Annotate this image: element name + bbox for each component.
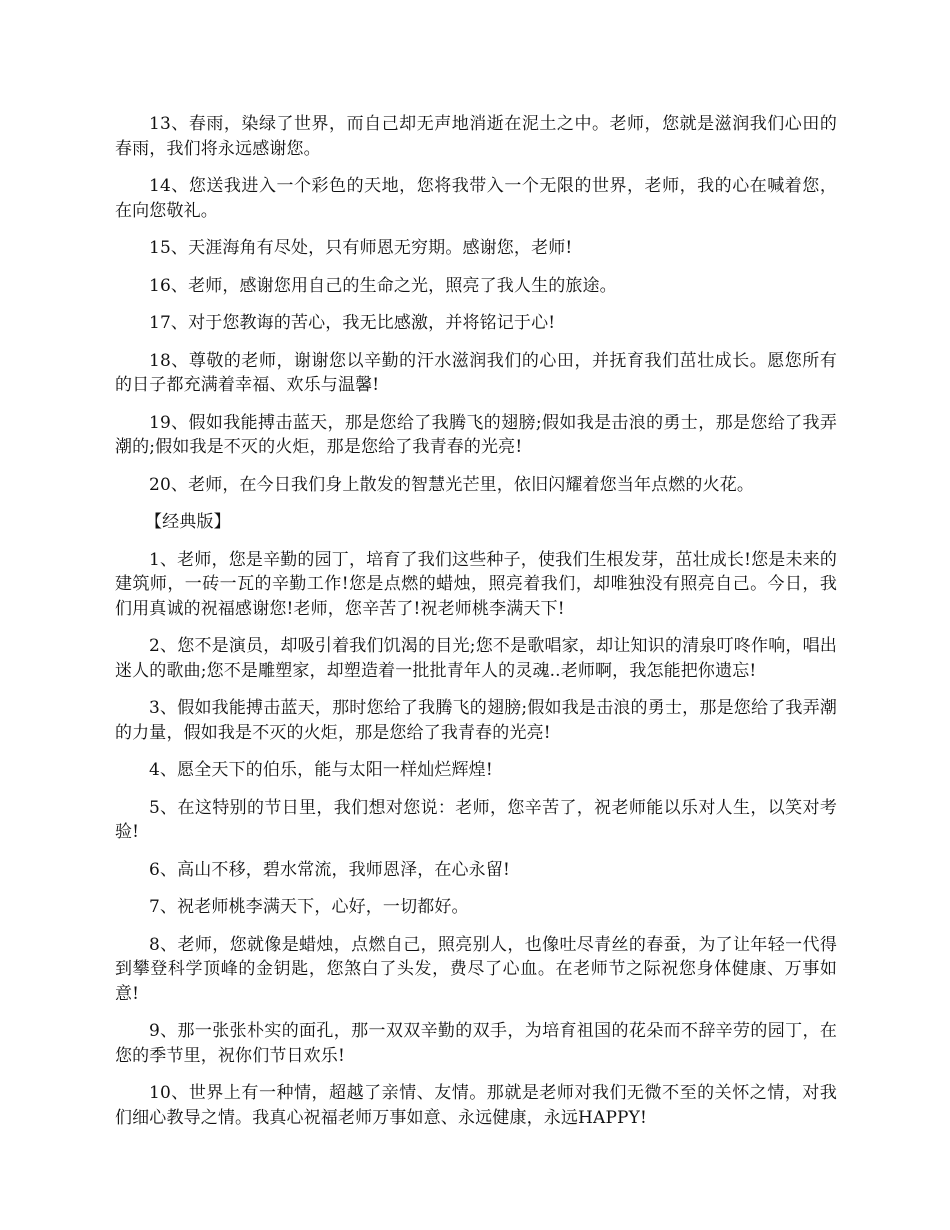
paragraph-19: 19、假如我能搏击蓝天，那是您给了我腾飞的翅膀;假如我是击浪的勇士，那是您给了我弄潮的;假如我是不灭的火炬，那是您给了我青春的光亮! [115, 412, 837, 457]
classic-paragraph-2: 2、您不是演员，却吸引着我们饥渴的目光;您不是歌唱家，却让知识的清泉叮咚作响，唱出迷人的歌曲;您不是雕塑家，却塑造着一批批青年人的灵魂..老师啊，我怎能把你遗忘! [115, 636, 837, 681]
paragraph-17: 17、对于您教诲的苦心，我无比感激，并将铭记于心! [149, 313, 556, 333]
paragraph-13: 13、春雨，染绿了世界，而自己却无声地消逝在泥土之中。老师，您就是滋润我们心田的春雨，我们将永远感谢您。 [115, 114, 837, 159]
classic-paragraph-3: 3、假如我能搏击蓝天，那时您给了我腾飞的翅膀;假如我是击浪的勇士，那是您给了我弄潮的力量，假如我是不灭的火炬，那是您给了我青春的光亮! [115, 698, 837, 743]
paragraph-15: 15、天涯海角有尽处，只有师恩无穷期。感谢您，老师! [149, 238, 573, 258]
classic-paragraph-8: 8、老师，您就像是蜡烛，点燃自己，照亮别人，也像吐尽青丝的春蚕，为了让年轻一代得到攀登科学顶峰的金钥匙，您煞白了头发，费尽了心血。在老师节之际祝您身体健康、万事如意! [115, 934, 837, 1004]
classic-paragraph-7: 7、祝老师桃李满天下，心好，一切都好。 [149, 897, 469, 917]
document-body [115, 112, 837, 1143]
paragraph-20: 20、老师，在今日我们身上散发的智慧光芒里，依旧闪耀着您当年点燃的火花。 [149, 474, 755, 495]
classic-paragraph-9: 9、那一张张朴实的面孔，那一双双辛勤的双手，为培育祖国的花朵而不辞辛劳的园丁，在您的季节里，祝你们节日欢乐! [115, 1021, 837, 1066]
classic-paragraph-10: 10、世界上有一种情，超越了亲情、友情。那就是老师对我们无微不至的关怀之情，对我们细心教导之情。我真心祝福老师万事如意、永远健康，永远HAPPY! [115, 1083, 837, 1128]
classic-paragraph-6: 6、高山不移，碧水常流，我师恩泽，在心永留! [149, 859, 510, 880]
paragraph-16: 16、老师，感谢您用自己的生命之光，照亮了我人生的旅途。 [149, 275, 617, 296]
classic-paragraph-4: 4、愿全天下的伯乐，能与太阳一样灿烂辉煌! [149, 760, 493, 780]
section-heading: 【经典版】 [145, 512, 231, 532]
paragraph-18: 18、尊敬的老师，谢谢您以辛勤的汗水滋润我们的心田，并抚育我们茁壮成长。愿您所有的日子都充满着幸福、欢乐与温馨! [115, 350, 837, 395]
classic-paragraph-5: 5、在这特别的节日里，我们想对您说：老师，您辛苦了，祝老师能以乐对人生，以笑对考验! [115, 797, 837, 842]
classic-paragraph-1: 1、老师，您是辛勤的园丁，培育了我们这些种子，使我们生根发芽，茁壮成长!您是未来的建筑师，一砖一瓦的辛勤工作!您是点燃的蜡烛，照亮着我们，却唯独没有照亮自己。今日，我们用真诚的祝福感谢您!老师，您辛苦了!祝老师桃李满天下! [115, 549, 837, 619]
paragraph-14: 14、您送我进入一个彩色的天地，您将我带入一个无限的世界，老师，我的心在喊着您，在向您敬礼。 [115, 176, 837, 221]
